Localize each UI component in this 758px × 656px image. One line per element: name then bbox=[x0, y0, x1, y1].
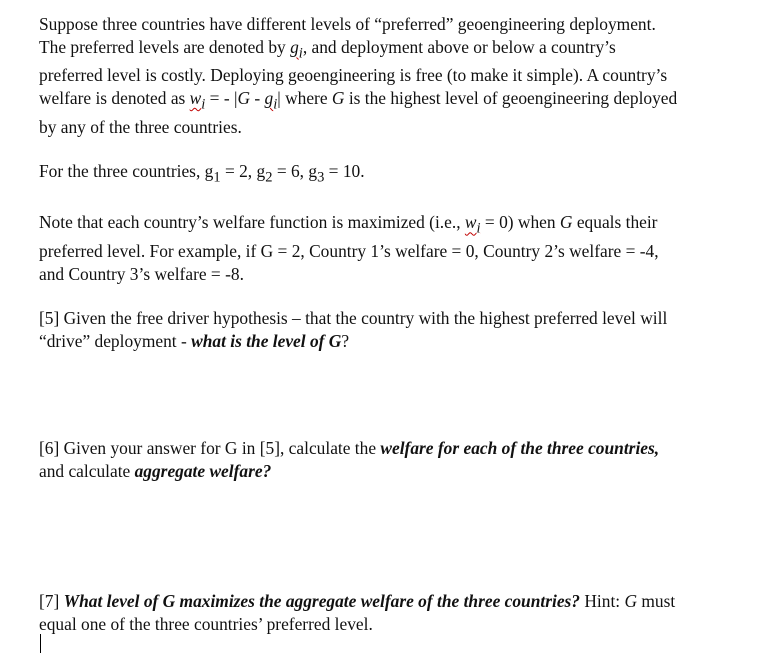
note-line-2: preferred level. For example, if G = 2, Country 1’s welfare = 0, Country 2’s welfare = -4, bbox=[39, 241, 659, 262]
spellcheck-flag-wi-2[interactable]: $w_i$ bbox=[464, 212, 481, 237]
intro-line-2: The preferred levels are denoted by $g_i$, and deployment above or below a country’s bbox=[39, 36, 616, 61]
intro-line-3: preferred level is costly. Deploying geoengineering is free (to make it simple). A country’s bbox=[39, 65, 668, 86]
document-body[interactable] bbox=[39, 13, 731, 635]
spellcheck-flag-gi[interactable]: $g_i$ bbox=[290, 36, 303, 61]
spellcheck-flag-gi-2[interactable]: $g_i$ bbox=[264, 87, 278, 113]
preferred-values-line: For the three countries, $g_1 = 2$, $g_2 = 6$, $g_3 = 10$. bbox=[39, 161, 365, 186]
question-7-line-1: [7] What level of G maximizes the aggregate welfare of the three countries? Hint: G must bbox=[39, 591, 676, 612]
note-line-1: Note that each country’s welfare function is maximized (i.e., $w_i = 0$) when G equals their bbox=[39, 212, 658, 237]
question-6-line-2: and calculate aggregate welfare? bbox=[39, 460, 272, 481]
question-5-line-2: “drive” deployment - what is the level of G? bbox=[39, 330, 350, 351]
note-line-3: and Country 3’s welfare = -8. bbox=[39, 263, 244, 284]
intro-line-4: welfare is denoted as $w_i$ = - $|G - g_i|$ where G is the highest level of geoengineering deployed bbox=[39, 87, 678, 113]
intro-line-1: Suppose three countries have different levels of “preferred” geoengineering deployment. bbox=[39, 14, 656, 34]
question-7-line-2: equal one of the three countries’ preferred level. bbox=[39, 613, 373, 634]
spellcheck-flag-wi[interactable]: $w_i$ bbox=[189, 87, 206, 113]
question-6-line-1: [6] Given your answer for G in [5], calculate the welfare for each of the three countries, bbox=[39, 438, 660, 459]
intro-line-5: by any of the three countries. bbox=[39, 116, 242, 137]
question-5-line-1: [5] Given the free driver hypothesis – that the country with the highest preferred level will bbox=[39, 308, 668, 329]
text-cursor bbox=[40, 634, 41, 653]
